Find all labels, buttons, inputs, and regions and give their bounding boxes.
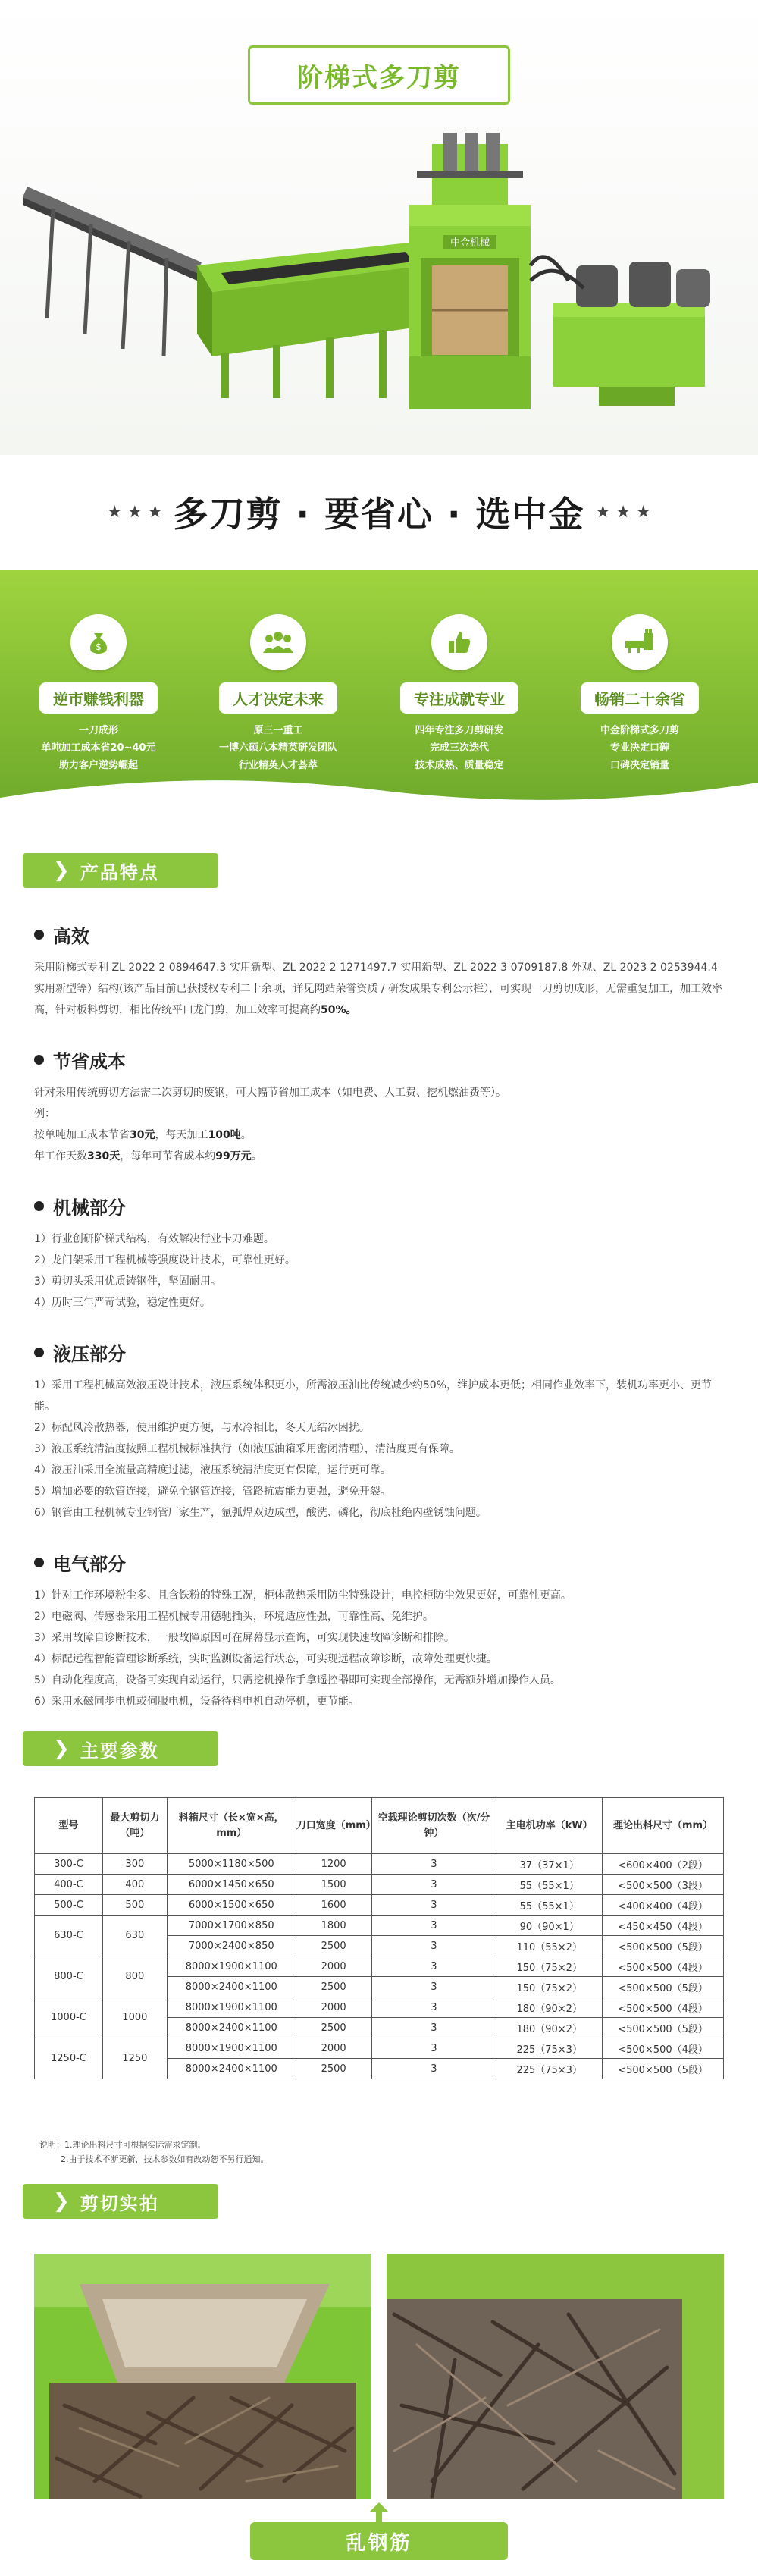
cell-model: 1250-C <box>35 2038 103 2079</box>
table-header: 理论出料尺寸（mm） <box>603 1798 724 1854</box>
cell-output: <600×400（2段） <box>603 1854 724 1875</box>
table-header: 料箱尺寸（长×宽×高，mm） <box>167 1798 296 1854</box>
benefit-desc <box>202 723 354 774</box>
cell-blade: 2500 <box>296 1936 371 1956</box>
benefit-line: 助力客户逆势崛起 <box>58 759 138 771</box>
text-span: ，每天加工 <box>155 1129 208 1141</box>
feature-items <box>34 1375 731 1523</box>
cell-model: 800-C <box>35 1956 103 1997</box>
table-row <box>35 1916 724 1936</box>
text-span: 。 <box>251 1150 262 1162</box>
hero-section <box>0 0 758 455</box>
feature-item: 5）自动化程度高，设备可实现自动运行，只需挖机操作手拿遥控器即可实现全部操作，无需额外增加操作人员。 <box>34 1674 561 1686</box>
cell-box: 6000×1450×650 <box>167 1875 296 1895</box>
feature-title-text: 电气部分 <box>53 1554 126 1575</box>
benefit-label: 人才决定未来 <box>219 682 337 714</box>
feature-mechanical <box>34 1193 731 1313</box>
cell-cycles: 3 <box>371 1956 496 1977</box>
cell-model: 300-C <box>35 1854 103 1875</box>
params-table-wrap <box>34 1797 724 2079</box>
highlight-value: 100吨 <box>208 1129 241 1141</box>
shear-machine-illustration <box>23 129 735 440</box>
cell-model: 400-C <box>35 1875 103 1895</box>
table-row <box>35 1997 724 2018</box>
slogan-text: 多刀剪 · 要省心 · 选中金 <box>173 494 585 535</box>
table-row <box>35 1875 724 1895</box>
feature-cost <box>34 1046 731 1167</box>
cell-box: 5000×1180×500 <box>167 1854 296 1875</box>
cell-output: <500×500（5段） <box>603 2059 724 2079</box>
features-list <box>34 921 731 1738</box>
feature-item: 3）采用故障自诊断技术，一般故障原因可在屏幕显示查询，可实现快速故障诊断和排除。 <box>34 1632 455 1644</box>
feature-item: 4）液压油采用全流量高精度过滤，液压系统清洁度更有保障，运行更可靠。 <box>34 1464 391 1476</box>
table-header: 空载理论剪切次数（次/分钟） <box>371 1798 496 1854</box>
text-span: ，每年可节省成本约 <box>120 1150 216 1162</box>
cell-force: 800 <box>102 1956 167 1997</box>
benefit-line: 行业精英人才荟萃 <box>238 759 318 771</box>
photo-caption: 乱钢筋 <box>250 2522 508 2560</box>
feature-item: 1）行业创研阶梯式结构，有效解决行业卡刀难题。 <box>34 1233 274 1245</box>
feature-title <box>34 1193 731 1219</box>
feature-efficiency <box>34 921 731 1021</box>
benefit-label: 专注成就专业 <box>400 682 518 714</box>
feature-title-text: 液压部分 <box>53 1344 126 1365</box>
feature-title <box>34 1549 731 1576</box>
cell-force: 1250 <box>102 2038 167 2079</box>
feature-text-body: 采用阶梯式专利 ZL 2022 2 0894647.3 实用新型、ZL 2022 2 1271497.7 实用新型、ZL 2022 3 0709187.8 外观、ZL 2023 2 0253944.4 实用新型等）结构(该产品目前已获授权专利二十余项，详见网站荣誉资质 / 研发成果专利公示栏），可实现一刀剪切成形，无需重复加工，加工效率高，针对板料剪切，相比传统平口龙门剪，加工效率可提高约 <box>34 962 723 1016</box>
table-note: 说明：1.理论出料尺寸可根据实际需求定制。 <box>39 2140 206 2150</box>
money-bag-icon <box>70 614 127 670</box>
table-notes <box>39 2138 269 2167</box>
feature-text: 针对采用传统剪切方法需二次剪切的废钢，可大幅节省加工成本（如电费、人工费、挖机燃油费等）。 <box>34 1087 506 1099</box>
feature-item: 5）增加必要的软管连接，避免全钢管连接，管路抗震能力更强，避免开裂。 <box>34 1486 391 1498</box>
table-header-row <box>35 1798 724 1854</box>
table-header: 型号 <box>35 1798 103 1854</box>
feature-item: 6）钢管由工程机械专业钢管厂家生产，氩弧焊双边成型，酸洗、磷化，彻底杜绝内壁锈蚀问题。 <box>34 1507 487 1519</box>
feature-title-text: 机械部分 <box>53 1197 126 1219</box>
cell-cycles: 3 <box>371 2018 496 2038</box>
feature-item: 3）液压系统清洁度按照工程机械标准执行（如液压油箱采用密闭清理），清洁度更有保障。 <box>34 1443 460 1455</box>
cell-blade: 1600 <box>296 1895 371 1916</box>
cell-blade: 2000 <box>296 2038 371 2059</box>
feature-item: 2）电磁阀、传感器采用工程机械专用德驰插头，环境适应性强，可靠性高、免维护。 <box>34 1611 434 1623</box>
slogan-stars-right: ★ ★ ★ <box>595 502 651 522</box>
feature-hydraulic <box>34 1339 731 1523</box>
wave-divider <box>0 767 758 813</box>
cell-box: 6000×1500×650 <box>167 1895 296 1916</box>
cell-cycles: 3 <box>371 1875 496 1895</box>
cell-force: 1000 <box>102 1997 167 2038</box>
benefit-card <box>202 614 354 774</box>
svg-text:$: $ <box>96 642 102 652</box>
cell-box: 8000×2400×1100 <box>167 2018 296 2038</box>
table-row <box>35 1956 724 1977</box>
benefits-band <box>0 570 758 813</box>
table-row <box>35 1854 724 1875</box>
cell-power: 180（90×2） <box>496 2018 603 2038</box>
features-heading <box>23 853 218 888</box>
text-span: 。 <box>240 1129 252 1141</box>
cell-box: 8000×2400×1100 <box>167 2059 296 2079</box>
benefit-line: 单吨加工成本省20~40元 <box>41 742 156 754</box>
cell-blade: 2000 <box>296 1997 371 2018</box>
cell-box: 8000×1900×1100 <box>167 1997 296 2018</box>
feature-item: 4）历时三年严苛试验，稳定性更好。 <box>34 1297 211 1309</box>
feature-item: 2）标配风冷散热器，使用维护更方便，与水冷相比，冬天无结冰困扰。 <box>34 1422 370 1434</box>
feature-example-line <box>34 1125 731 1146</box>
bullet-icon <box>34 1348 44 1357</box>
bullet-icon <box>34 1558 44 1567</box>
benefit-card <box>384 614 535 774</box>
cell-output: <500×500（5段） <box>603 1936 724 1956</box>
feature-item: 6）采用永磁同步电机或伺服电机，设备待料电机自动停机，更节能。 <box>34 1696 359 1708</box>
cell-output: <450×450（4段） <box>603 1916 724 1936</box>
cell-box: 7000×2400×850 <box>167 1936 296 1956</box>
feature-item: 3）剪切头采用优质铸钢件，坚固耐用。 <box>34 1275 221 1288</box>
cutting-photo-machine <box>34 2254 371 2499</box>
feature-item: 2）龙门架采用工程机械等强度设计技术，可靠性更好。 <box>34 1254 296 1266</box>
benefit-line: 四年专注多刀剪研发 <box>415 725 504 736</box>
highlight-value: 330天 <box>87 1150 121 1162</box>
benefit-line: 专业决定口碑 <box>609 742 669 754</box>
cell-output: <500×500（5段） <box>603 2018 724 2038</box>
cell-power: 90（90×1） <box>496 1916 603 1936</box>
cell-box: 7000×1700×850 <box>167 1916 296 1936</box>
photo-image <box>387 2254 724 2499</box>
benefit-line: 口碑决定销量 <box>609 759 669 771</box>
cell-cycles: 3 <box>371 2059 496 2079</box>
cell-power: 55（55×1） <box>496 1875 603 1895</box>
benefit-label: 畅销二十余省 <box>581 682 699 714</box>
chevron-right-icon: ❯ <box>53 859 70 882</box>
machine-icon <box>612 614 668 670</box>
cell-blade: 1800 <box>296 1916 371 1936</box>
feature-item: 1）采用工程机械高效液压设计技术，液压系统体积更小，所需液压油比传统减少约50%，维护成本更低；相同作业效率下，装机功率更小、更节能。 <box>34 1379 713 1413</box>
cell-force: 300 <box>102 1854 167 1875</box>
cell-blade: 2500 <box>296 1977 371 1997</box>
table-note: 2.由于技术不断更新，技术参数如有改动恕不另行通知。 <box>61 2154 269 2164</box>
slogan-band <box>0 455 758 569</box>
cell-blade: 2500 <box>296 2018 371 2038</box>
team-icon <box>250 614 306 670</box>
feature-items <box>34 1228 731 1313</box>
table-row <box>35 1895 724 1916</box>
cell-power: 110（55×2） <box>496 1936 603 1956</box>
params-heading <box>23 1731 218 1766</box>
table-header: 主电机功率（kW） <box>496 1798 603 1854</box>
text-span: 年工作天数 <box>34 1150 87 1162</box>
cell-blade: 1500 <box>296 1875 371 1895</box>
features-heading-text: 产品特点 <box>80 861 159 883</box>
benefit-line: 技术成熟、质量稳定 <box>415 759 504 771</box>
cell-cycles: 3 <box>371 1895 496 1916</box>
benefit-line: 中金阶梯式多刀剪 <box>600 725 679 736</box>
params-heading-text: 主要参数 <box>80 1740 159 1762</box>
feature-title-text: 节省成本 <box>53 1051 126 1072</box>
feature-title-text: 高效 <box>53 926 89 947</box>
benefit-label: 逆市赚钱利器 <box>39 682 158 714</box>
cell-cycles: 3 <box>371 1977 496 1997</box>
cell-cycles: 3 <box>371 1936 496 1956</box>
table-header: 刀口宽度（mm） <box>296 1798 371 1854</box>
cell-power: 225（75×3） <box>496 2059 603 2079</box>
feature-item: 4）标配远程智能管理诊断系统，实时监测设备运行状态，可实现远程故障诊断，故障处理更快捷。 <box>34 1653 497 1665</box>
feature-example-label: 例： <box>34 1108 55 1120</box>
benefit-line: 完成三次迭代 <box>429 742 489 754</box>
params-table <box>34 1797 724 2079</box>
cell-output: <500×500（4段） <box>603 1956 724 1977</box>
hero-title-box <box>248 45 510 105</box>
cell-model: 630-C <box>35 1916 103 1956</box>
cell-output: <500×500（4段） <box>603 1997 724 2018</box>
feature-items <box>34 1585 731 1712</box>
cell-blade: 2000 <box>296 1956 371 1977</box>
highlight-value: 30元 <box>130 1129 155 1141</box>
feature-electrical <box>34 1549 731 1712</box>
cutting-heading <box>23 2184 218 2219</box>
chevron-right-icon: ❯ <box>53 1737 70 1760</box>
bullet-icon <box>34 1201 44 1211</box>
cell-power: 150（75×2） <box>496 1956 603 1977</box>
table-header: 最大剪切力（吨） <box>102 1798 167 1854</box>
cell-cycles: 3 <box>371 1997 496 2018</box>
cell-power: 180（90×2） <box>496 1997 603 2018</box>
cell-force: 500 <box>102 1895 167 1916</box>
feature-title <box>34 921 731 948</box>
benefit-desc <box>23 723 174 774</box>
cell-power: 37（37×1） <box>496 1854 603 1875</box>
highlight-value: 99万元 <box>215 1150 252 1162</box>
bullet-icon <box>34 930 44 940</box>
cell-output: <500×500（5段） <box>603 1977 724 1997</box>
cutting-photo-rebar <box>387 2254 724 2499</box>
cell-output: <500×500（4段） <box>603 2038 724 2059</box>
arrow-up-icon <box>370 2502 388 2522</box>
bullet-icon <box>34 1055 44 1065</box>
benefit-line: 原三一重工 <box>253 725 303 736</box>
hero-title: 阶梯式多刀剪 <box>297 62 461 93</box>
cell-output: <400×400（4段） <box>603 1895 724 1916</box>
cell-power: 150（75×2） <box>496 1977 603 1997</box>
thumbs-up-icon <box>431 614 487 670</box>
cutting-heading-text: 剪切实拍 <box>80 2192 159 2214</box>
machine-logo: 中金机械 <box>449 237 490 249</box>
benefit-card <box>23 614 174 774</box>
cell-force: 400 <box>102 1875 167 1895</box>
cell-force: 630 <box>102 1916 167 1956</box>
feature-highlight: 50%。 <box>321 1004 357 1016</box>
benefit-card <box>564 614 716 774</box>
cell-cycles: 3 <box>371 2038 496 2059</box>
feature-example-line <box>34 1146 731 1167</box>
benefit-line: 一博六硕八本精英研发团队 <box>218 742 337 754</box>
benefit-desc <box>384 723 535 774</box>
benefit-line: 一刀成形 <box>78 725 118 736</box>
cell-power: 225（75×3） <box>496 2038 603 2059</box>
feature-title <box>34 1339 731 1366</box>
table-row <box>35 2038 724 2059</box>
feature-title <box>34 1046 731 1073</box>
cell-cycles: 3 <box>371 1854 496 1875</box>
feature-text <box>34 957 731 1021</box>
photo-image <box>34 2254 371 2499</box>
cell-model: 500-C <box>35 1895 103 1916</box>
cell-blade: 2500 <box>296 2059 371 2079</box>
chevron-right-icon: ❯ <box>53 2190 70 2213</box>
cell-blade: 1200 <box>296 1854 371 1875</box>
cell-power: 55（55×1） <box>496 1895 603 1916</box>
cell-box: 8000×1900×1100 <box>167 2038 296 2059</box>
text-span: 按单吨加工成本节省 <box>34 1129 130 1141</box>
cell-box: 8000×2400×1100 <box>167 1977 296 1997</box>
cell-cycles: 3 <box>371 1916 496 1936</box>
cell-box: 8000×1900×1100 <box>167 1956 296 1977</box>
benefit-desc <box>564 723 716 774</box>
feature-item: 1）针对工作环境粉尘多、且含铁粉的特殊工况，柜体散热采用防尘特殊设计，电控柜防尘效果更好，可靠性更高。 <box>34 1589 572 1602</box>
slogan-stars-left: ★ ★ ★ <box>107 502 163 522</box>
cell-output: <500×500（3段） <box>603 1875 724 1895</box>
cell-model: 1000-C <box>35 1997 103 2038</box>
